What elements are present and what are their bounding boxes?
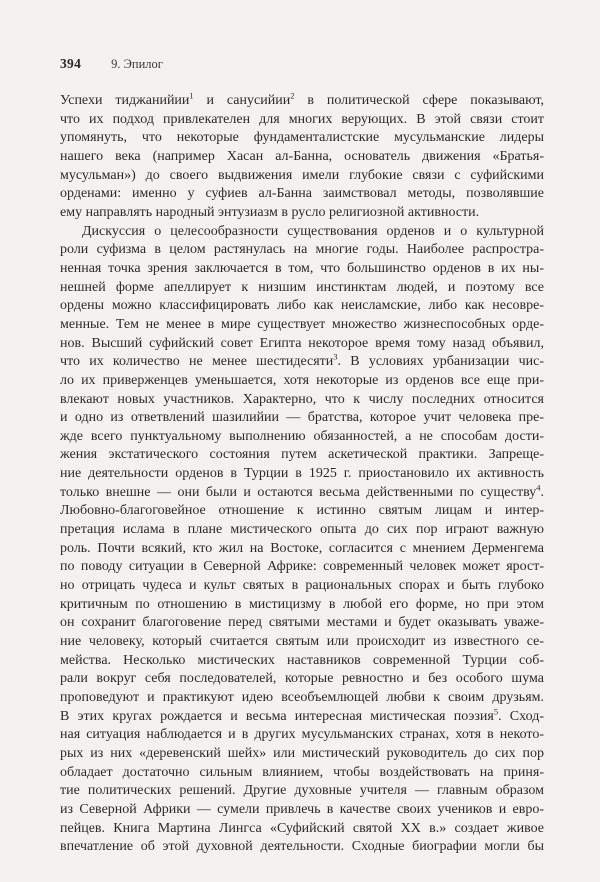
- text-run: роль. Почти всякий, кто жил на Востоке, согласится с мнением Дерменгема: [60, 540, 544, 556]
- text-line: [60, 782, 544, 801]
- text-line: [60, 708, 544, 727]
- text-run: упомянуть, что некоторые фундаменталистские мусульманские лидеры: [60, 130, 544, 146]
- paragraph-2: [60, 223, 544, 857]
- running-header: [60, 56, 540, 76]
- text-line: [60, 577, 544, 596]
- footnote-marker: 1: [189, 90, 194, 101]
- text-line: [60, 484, 544, 503]
- text-line: [60, 801, 544, 820]
- text-run: рых из них «деревенский шейх» или мистический руководитель до сих пор: [60, 745, 544, 761]
- text-run: ние человеку, который считается святым или происходит из известного се-: [60, 634, 544, 650]
- text-run: менные. Тем не менее в мире существует множество жизнеспособных орде-: [60, 316, 544, 332]
- text-line: [60, 521, 544, 540]
- text-line: [60, 148, 544, 167]
- text-run: впечатление об этой духовной деятельности. Сходные биографии могли бы: [60, 839, 544, 855]
- footnote-marker: 4: [536, 482, 541, 493]
- text-run: проповедуют и практикуют идею всеобъемлющей любви к своим друзьям.: [60, 690, 544, 705]
- text-run: рали вокруг себя последователей, которые ревностно и без особого шума: [60, 671, 544, 687]
- text-line: [60, 353, 544, 372]
- text-run: Любовно-благоговейное отношение к истинно святым лицам и интер-: [60, 503, 544, 519]
- text-line: [60, 614, 544, 633]
- text-line: [60, 260, 544, 279]
- text-line: [60, 279, 544, 298]
- text-run: и санусийии: [193, 93, 291, 108]
- text-run: жде всего пунктуальному выполнению обязанностей, а не способам дости-: [60, 428, 544, 444]
- text-line: [60, 446, 544, 465]
- text-line: [60, 633, 544, 652]
- text-line: [60, 726, 544, 745]
- text-run: претация ислама в плане мистического опыта до сих пор играют важную: [60, 522, 544, 538]
- footnote-marker: 2: [290, 90, 295, 101]
- text-line: [60, 185, 544, 204]
- text-run: что их количество не менее шестидесяти: [60, 354, 334, 370]
- text-run: только внешне — они были и остаются весьма действенными по существу: [60, 484, 537, 500]
- text-line: [60, 428, 544, 447]
- text-run: тие политических решений. Другие духовные учителя — главным образом: [60, 783, 544, 799]
- text-line: [60, 316, 544, 335]
- footnote-marker: 5: [493, 706, 499, 716]
- text-run: ло их приверженцев уменьшается, хотя некоторые из орденов все еще при-: [60, 372, 544, 388]
- text-run: жения экстатического состояния путем аскетической практики. Запреще-: [60, 447, 544, 463]
- text-line: [60, 167, 544, 186]
- text-run: он сохранит благоговение перед святыми местами и будет оказывать уваже-: [60, 615, 544, 631]
- text-line: [60, 502, 544, 521]
- text-line: [60, 241, 544, 260]
- text-run: обладает достаточно сильным влиянием, чтобы воздействовать на приня-: [60, 764, 544, 780]
- text-run: ненная точка зрения заключается в том, что большинство орденов в их ны-: [60, 260, 544, 276]
- text-run: в политической сфере показывают,: [294, 93, 544, 108]
- text-line: [60, 465, 544, 484]
- text-line: [60, 838, 544, 857]
- footnote-marker: 3: [333, 351, 338, 362]
- text-run: ордены можно классифицировать либо как неисламские, либо как несовре-: [60, 298, 544, 314]
- text-line: [60, 764, 544, 783]
- text-run: нешней форме апеллирует к низшим инстинктам людей, и поэтому все: [60, 279, 544, 295]
- text-run: ему направлять народный энтузиазм в русло религиозной активности.: [60, 204, 480, 220]
- paragraph-1: [60, 92, 544, 223]
- text-line: [60, 409, 544, 428]
- text-line: [60, 652, 544, 671]
- text-run: Успехи тиджанийии: [60, 93, 190, 108]
- text-run: но отрицать чудеса и культ святых в рациональных спорах и быть глубоко: [60, 578, 544, 594]
- text-run: из Северной Африки — сумели привлечь в качестве своих учеников и евро-: [60, 801, 544, 817]
- text-run: ние деятельности орденов в Турции в 1925 г. приостановило их активность: [60, 466, 544, 482]
- text-line: [60, 335, 544, 354]
- text-run: и одно из ответвлений шазилийии — братства, которое учит человека пре-: [60, 410, 544, 426]
- text-line: [60, 391, 544, 410]
- text-run: мусульман») до своего выдвижения имели глубокие связи с суфийскими: [60, 167, 544, 183]
- text-run: орденами: именно у суфиев ал-Банна заимствовал методы, позволявшие: [60, 186, 544, 202]
- text-run: . Сход-: [498, 708, 544, 724]
- text-line: [60, 111, 544, 130]
- text-line: [60, 596, 544, 615]
- text-line: [60, 204, 544, 223]
- text-line: [60, 372, 544, 391]
- text-line: [60, 689, 544, 708]
- text-line: [60, 670, 544, 689]
- page-number: 394: [60, 56, 82, 71]
- text-run: по поводу ситуации в Северной Африке: современный человек может ярост-: [60, 559, 544, 575]
- chapter-title: 9. Эпилог: [111, 57, 163, 71]
- text-run: мейства. Несколько мистических наставников современной Турции соб-: [60, 652, 544, 668]
- text-line: [60, 92, 544, 111]
- text-line: [60, 223, 544, 242]
- text-line: [60, 297, 544, 316]
- text-line: [60, 558, 544, 577]
- text-run: Дискуссия о целесообразности существования орденов и о культурной: [82, 223, 544, 239]
- text-line: [60, 540, 544, 559]
- text-run: пейцев. Книга Мартина Лингса «Суфийский святой XX в.» создает живое: [60, 820, 544, 836]
- text-run: критичным по отношению в мистицизму в любой его форме, но при этом: [60, 596, 544, 612]
- text-run: нашего века (например Хасан ал-Банна, основатель движения «Братья-: [60, 148, 544, 164]
- text-run: .: [540, 484, 544, 500]
- text-run: ная ситуация наблюдается и в других мусульманских странах, хотя в некото-: [60, 727, 544, 743]
- text-run: В этих кругах рождается и весьма интересная мистическая поэзия: [60, 708, 494, 724]
- body-text: [60, 92, 544, 857]
- text-line: [60, 820, 544, 839]
- text-run: нов. Высший суфийский совет Египта некоторое время тому назад объявил,: [60, 335, 544, 351]
- text-run: влекают новых участников. Характерно, что к числу последних относится: [60, 391, 544, 407]
- text-run: роли суфизма в целом растянулась на многие годы. Наиболее распростра-: [60, 242, 544, 258]
- text-line: [60, 745, 544, 764]
- text-run: . В условиях урбанизации чис-: [337, 354, 544, 370]
- text-run: что их подход привлекателен для многих верующих. В этой связи стоит: [60, 111, 544, 127]
- text-line: [60, 129, 544, 148]
